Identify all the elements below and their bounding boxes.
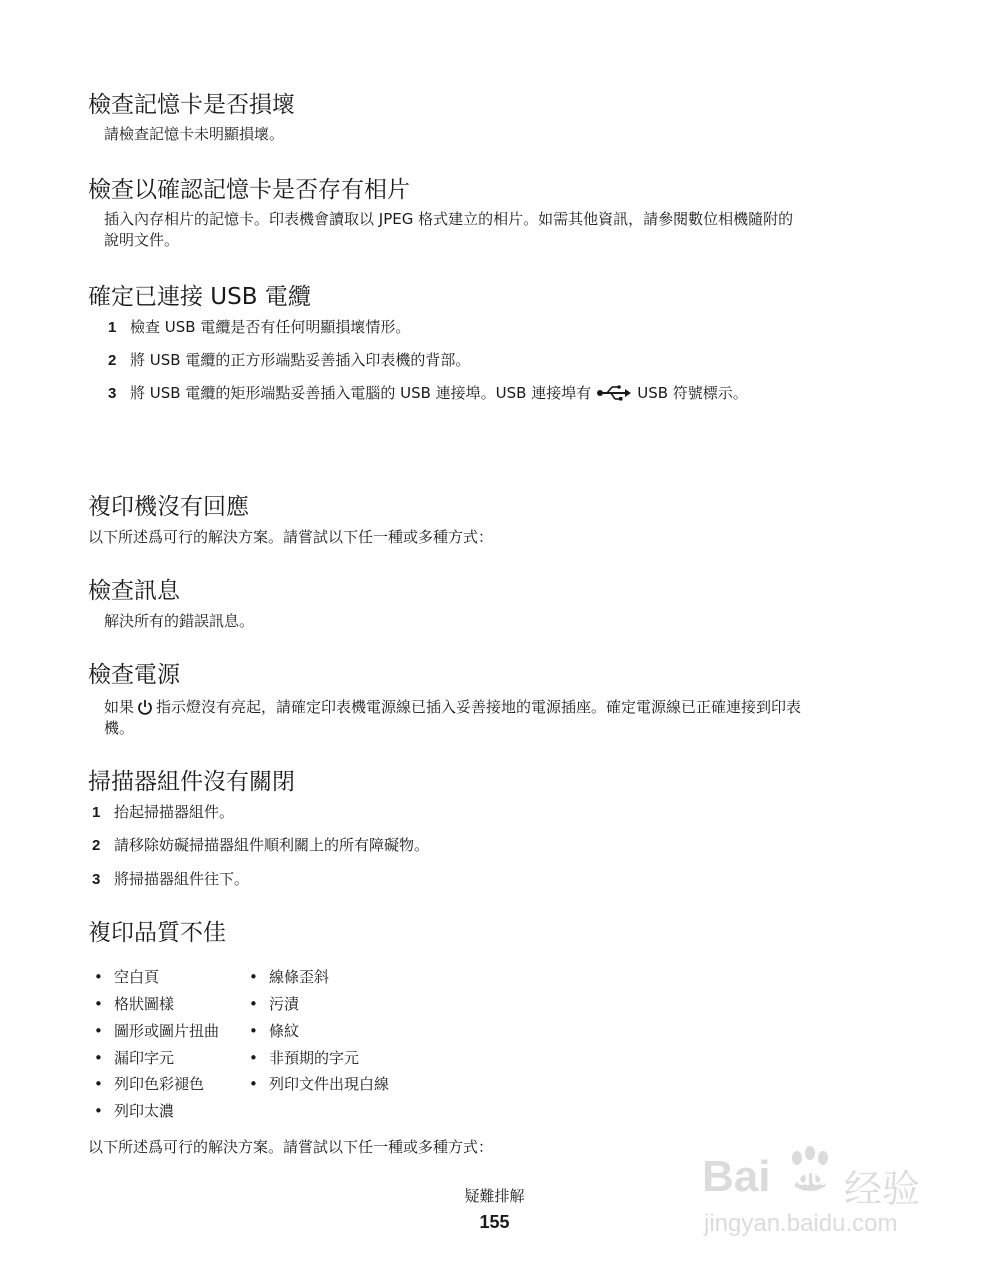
step-text: 請移除妨礙掃描器組件順利關上的所有障礙物。 bbox=[114, 836, 430, 854]
list-item bbox=[108, 349, 470, 372]
watermark-brand-b: du bbox=[796, 1164, 826, 1191]
heading-scanner-not-closed: 掃描器組件沒有關閉 bbox=[88, 769, 295, 795]
paragraph-check-card-photos-line1: 插入內存相片的記憶卡。印表機會讀取以 JPEG 格式建立的相片。如需其他資訊，請參閱數位相機隨附的 bbox=[104, 210, 794, 228]
bullet-dot: • bbox=[94, 1049, 103, 1067]
list-item bbox=[92, 834, 429, 857]
list-item bbox=[249, 1073, 389, 1095]
step-number: 2 bbox=[92, 837, 101, 854]
usb-icon bbox=[597, 385, 631, 407]
bullet-dot: • bbox=[94, 1075, 103, 1093]
heading-poor-copy-quality: 複印品質不佳 bbox=[88, 920, 226, 946]
bullet-dot: • bbox=[249, 995, 258, 1013]
paragraph-check-messages: 解決所有的錯誤訊息。 bbox=[104, 612, 255, 630]
power-icon bbox=[137, 699, 153, 721]
step-text: 將掃描器組件往下。 bbox=[114, 870, 250, 888]
paragraph-solutions-intro-2: 以下所述爲可行的解決方案。請嘗試以下任一種或多種方式： bbox=[88, 1138, 494, 1156]
list-item bbox=[92, 801, 234, 824]
list-item bbox=[94, 1100, 174, 1122]
list-item bbox=[94, 966, 159, 988]
heading-check-card-damage: 檢查記憶卡是否損壞 bbox=[88, 92, 295, 118]
step-number: 1 bbox=[92, 804, 101, 821]
heading-copier-no-response: 複印機沒有回應 bbox=[88, 494, 249, 520]
step-number: 1 bbox=[108, 319, 117, 336]
paragraph-check-card-photos-line2: 說明文件。 bbox=[104, 231, 180, 249]
list-item bbox=[108, 316, 410, 339]
heading-check-messages: 檢查訊息 bbox=[88, 578, 180, 604]
bullet-text: 列印太濃 bbox=[114, 1102, 175, 1120]
bullet-text: 圖形或圖片扭曲 bbox=[114, 1022, 220, 1040]
list-item bbox=[94, 1073, 204, 1095]
list-item bbox=[249, 1047, 359, 1069]
bullet-text: 條紋 bbox=[269, 1022, 300, 1040]
list-item bbox=[92, 868, 249, 891]
step-text-before: 將 USB 電纜的矩形端點妥善插入電腦的 USB 連接埠。USB 連接埠有 bbox=[130, 384, 592, 402]
bullet-dot: • bbox=[94, 995, 103, 1013]
bullet-text: 列印色彩褪色 bbox=[114, 1075, 205, 1093]
text-after-icon: 指示燈沒有亮起，請確定印表機電源線已插入妥善接地的電源插座。確定電源線已正確連接到印表 bbox=[156, 698, 802, 716]
paragraph-solutions-intro: 以下所述爲可行的解決方案。請嘗試以下任一種或多種方式： bbox=[88, 528, 494, 546]
list-item bbox=[249, 966, 329, 988]
bullet-text: 空白頁 bbox=[114, 968, 160, 986]
bullet-dot: • bbox=[249, 1075, 258, 1093]
watermark-url: jingyan.baidu.com bbox=[704, 1210, 898, 1237]
step-number: 3 bbox=[108, 385, 117, 402]
bullet-text: 漏印字元 bbox=[114, 1049, 175, 1067]
bullet-text: 非預期的字元 bbox=[269, 1049, 360, 1067]
bullet-dot: • bbox=[94, 1022, 103, 1040]
watermark-brand-a: Bai bbox=[702, 1152, 771, 1201]
paragraph-check-power-line1 bbox=[104, 696, 801, 721]
list-item bbox=[249, 1020, 299, 1042]
page-number: 155 bbox=[479, 1212, 510, 1232]
paragraph-check-power-line2: 機。 bbox=[104, 719, 135, 737]
list-item bbox=[94, 1020, 219, 1042]
bullet-dot: • bbox=[249, 968, 258, 986]
heading-check-card-photos: 檢查以確認記憶卡是否存有相片 bbox=[88, 177, 410, 203]
bullet-dot: • bbox=[249, 1022, 258, 1040]
text-before-icon: 如果 bbox=[104, 698, 135, 716]
list-item bbox=[94, 993, 174, 1015]
bullet-text: 線條歪斜 bbox=[269, 968, 330, 986]
bullet-dot: • bbox=[94, 968, 103, 986]
list-item bbox=[108, 382, 748, 407]
bullet-dot: • bbox=[94, 1102, 103, 1120]
step-text: 抬起掃描器組件。 bbox=[114, 803, 235, 821]
step-text: 檢查 USB 電纜是否有任何明顯損壞情形。 bbox=[130, 318, 411, 336]
footer-section-label: 疑難排解 bbox=[464, 1187, 525, 1205]
step-number: 2 bbox=[108, 352, 117, 369]
paragraph-check-card-damage: 請檢查記憶卡未明顯損壞。 bbox=[104, 125, 285, 143]
list-item bbox=[94, 1047, 174, 1069]
step-number: 3 bbox=[92, 871, 101, 888]
watermark-brand-cn: 经验 bbox=[844, 1169, 921, 1211]
step-text: 將 USB 電纜的正方形端點妥善插入印表機的背部。 bbox=[130, 351, 471, 369]
bullet-dot: • bbox=[249, 1049, 258, 1067]
baidu-watermark-logo bbox=[700, 1130, 960, 1250]
heading-check-power: 檢查電源 bbox=[88, 662, 180, 688]
list-item bbox=[249, 993, 299, 1015]
bullet-text: 污漬 bbox=[269, 995, 300, 1013]
bullet-text: 格狀圖樣 bbox=[114, 995, 175, 1013]
bullet-text: 列印文件出現白線 bbox=[269, 1075, 390, 1093]
step-text-after: USB 符號標示。 bbox=[637, 384, 748, 402]
heading-usb-connected: 確定已連接 USB 電纜 bbox=[88, 284, 311, 310]
